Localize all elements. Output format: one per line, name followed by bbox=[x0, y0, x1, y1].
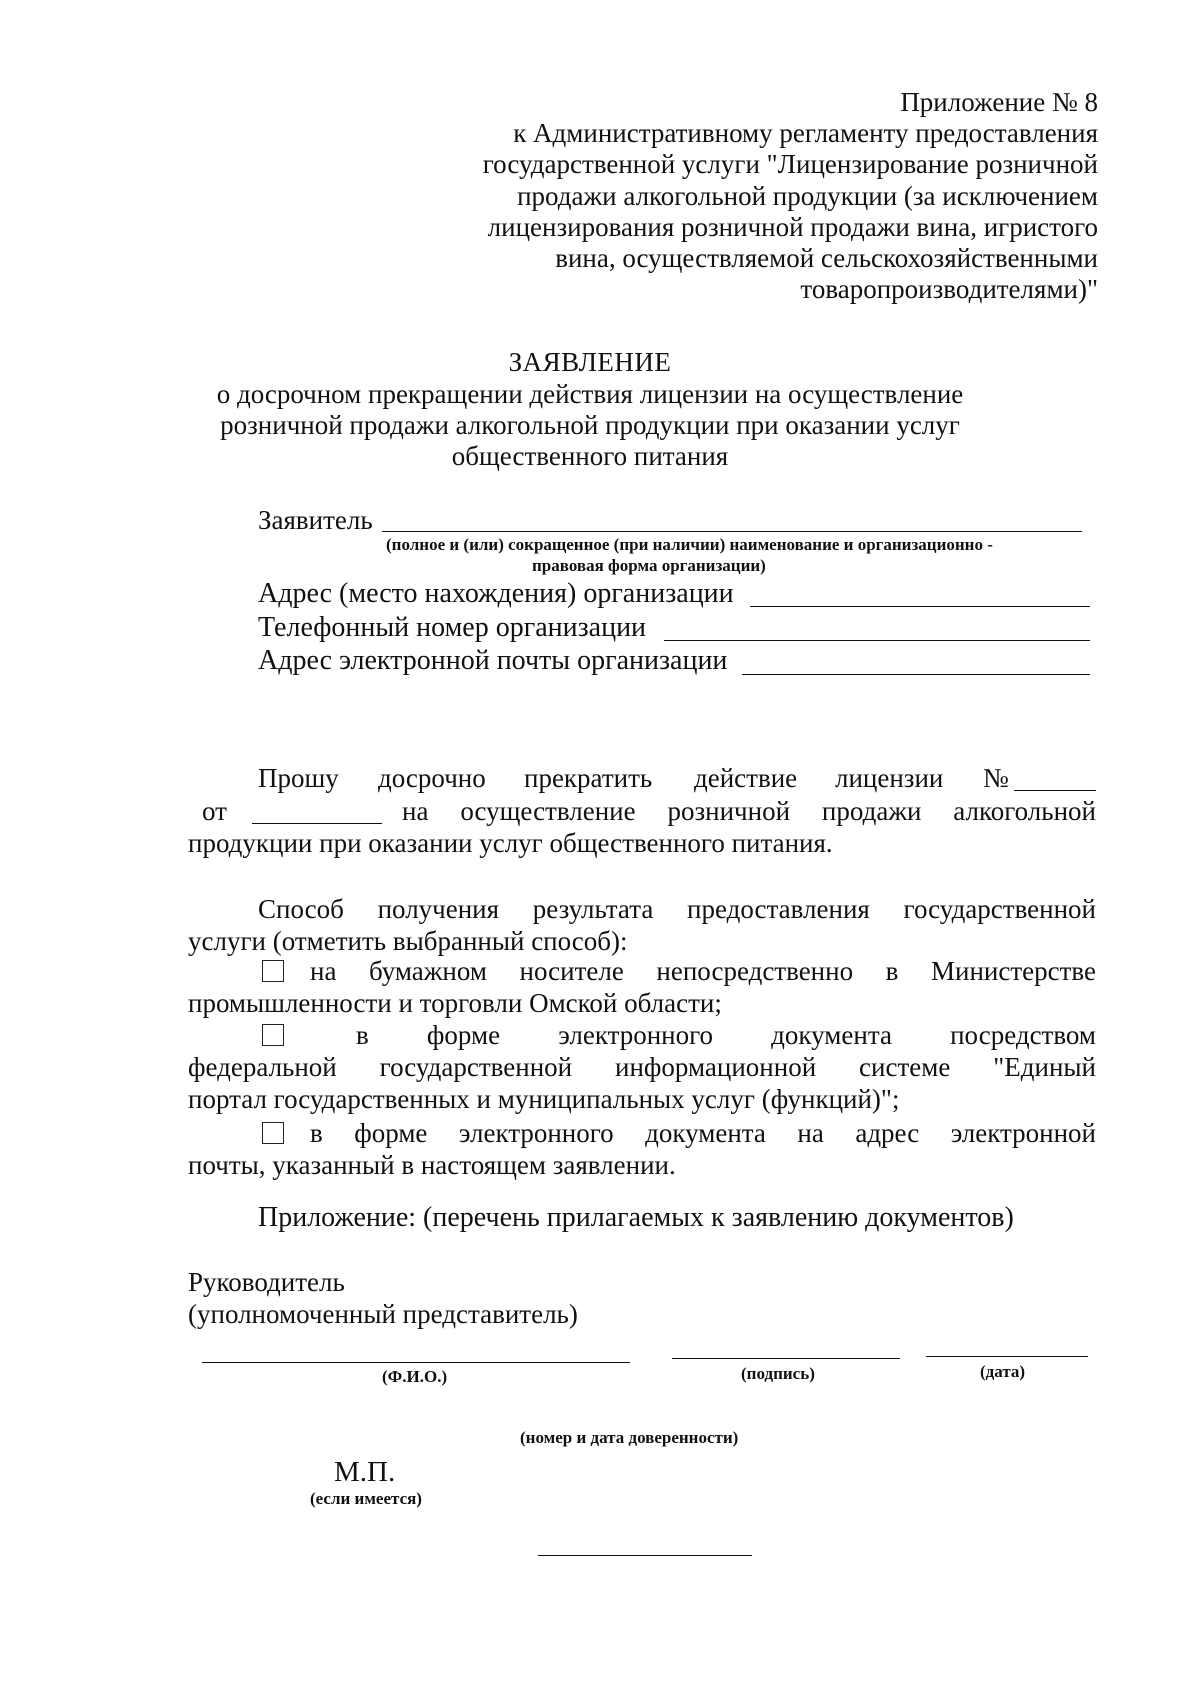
request-from: от bbox=[202, 796, 227, 826]
request-word: досрочно bbox=[378, 763, 486, 793]
bottom-divider bbox=[538, 1555, 752, 1556]
method-intro: Способ получения результата предоставления государственной bbox=[258, 894, 1096, 924]
request-text: на осуществление розничной продажи алкогольной bbox=[402, 796, 1096, 826]
applicant-hint: правовая форма организации) bbox=[532, 556, 766, 575]
request-word: действие bbox=[694, 763, 798, 793]
option-paper-label: промышленности и торговли Омской области; bbox=[188, 988, 722, 1018]
option-epgu-label: портал государственных и муниципальных услуг (функций)"; bbox=[188, 1084, 900, 1114]
option-epgu-checkbox[interactable] bbox=[262, 1024, 284, 1046]
address-label: Адрес (место нахождения) организации bbox=[258, 578, 734, 609]
fio-caption: (Ф.И.О.) bbox=[382, 1367, 448, 1386]
option-epgu-label: федеральной государственной информационной системе "Единый bbox=[188, 1052, 1096, 1082]
seal-label: М.П. bbox=[334, 1456, 396, 1488]
power-of-attorney-caption: (номер и дата доверенности) bbox=[520, 1428, 739, 1447]
annex-line: продажи алкогольной продукции (за исключением bbox=[517, 181, 1098, 211]
request-word: Прошу bbox=[258, 763, 339, 793]
date-field[interactable] bbox=[926, 1356, 1088, 1357]
seal-note: (если имеется) bbox=[310, 1489, 422, 1508]
attachment-text: Приложение: (перечень прилагаемых к заявлению документов) bbox=[258, 1202, 1014, 1233]
fio-field[interactable] bbox=[202, 1362, 630, 1363]
option-email-checkbox[interactable] bbox=[262, 1122, 284, 1144]
email-field[interactable] bbox=[742, 674, 1090, 675]
signature-caption: (подпись) bbox=[741, 1364, 815, 1383]
signer-role: (уполномоченный представитель) bbox=[188, 1299, 578, 1329]
option-paper-checkbox[interactable] bbox=[262, 960, 284, 982]
annex-number: Приложение № 8 bbox=[900, 87, 1098, 117]
applicant-hint: (полное и (или) сокращенное (при наличии) наименование и организационно - bbox=[386, 535, 993, 554]
method-intro: услуги (отметить выбранный способ): bbox=[188, 926, 628, 956]
license-number-field[interactable] bbox=[1014, 790, 1096, 791]
annex-line: к Административному регламенту предоставления bbox=[513, 118, 1098, 148]
annex-line: лицензирования розничной продажи вина, игристого bbox=[487, 212, 1098, 242]
email-label: Адрес электронной почты организации bbox=[258, 645, 728, 676]
annex-line: товаропроизводителями)" bbox=[800, 274, 1098, 304]
option-email-label: в форме электронного документа на адрес электронной bbox=[310, 1118, 1096, 1148]
request-text: продукции при оказании услуг общественного питания. bbox=[188, 828, 833, 858]
title-line: розничной продажи алкогольной продукции при оказании услуг bbox=[220, 410, 960, 440]
date-caption: (дата) bbox=[980, 1362, 1026, 1381]
signature-field[interactable] bbox=[672, 1358, 900, 1359]
request-word: прекратить bbox=[524, 763, 653, 793]
annex-line: государственной услуги "Лицензирование розничной bbox=[482, 149, 1098, 179]
option-paper-label: на бумажном носителе непосредственно в Министерстве bbox=[310, 956, 1096, 986]
signer-role: Руководитель bbox=[188, 1267, 345, 1297]
request-word: № bbox=[983, 763, 1009, 793]
title-line: о досрочном прекращении действия лицензии на осуществление bbox=[216, 379, 964, 409]
option-epgu-label: в форме электронного документа посредством bbox=[356, 1020, 1096, 1050]
request-word: лицензии bbox=[835, 763, 944, 793]
phone-label: Телефонный номер организации bbox=[258, 612, 647, 643]
address-field[interactable] bbox=[750, 606, 1090, 607]
license-date-field[interactable] bbox=[252, 823, 382, 824]
title-heading: ЗАЯВЛЕНИЕ bbox=[508, 347, 672, 377]
option-email-label: почты, указанный в настоящем заявлении. bbox=[188, 1150, 676, 1180]
applicant-field[interactable] bbox=[382, 531, 1082, 532]
annex-line: вина, осуществляемой сельскохозяйственными bbox=[555, 243, 1098, 273]
applicant-label: Заявитель bbox=[258, 505, 373, 535]
title-line: общественного питания bbox=[451, 441, 729, 471]
phone-field[interactable] bbox=[664, 640, 1090, 641]
